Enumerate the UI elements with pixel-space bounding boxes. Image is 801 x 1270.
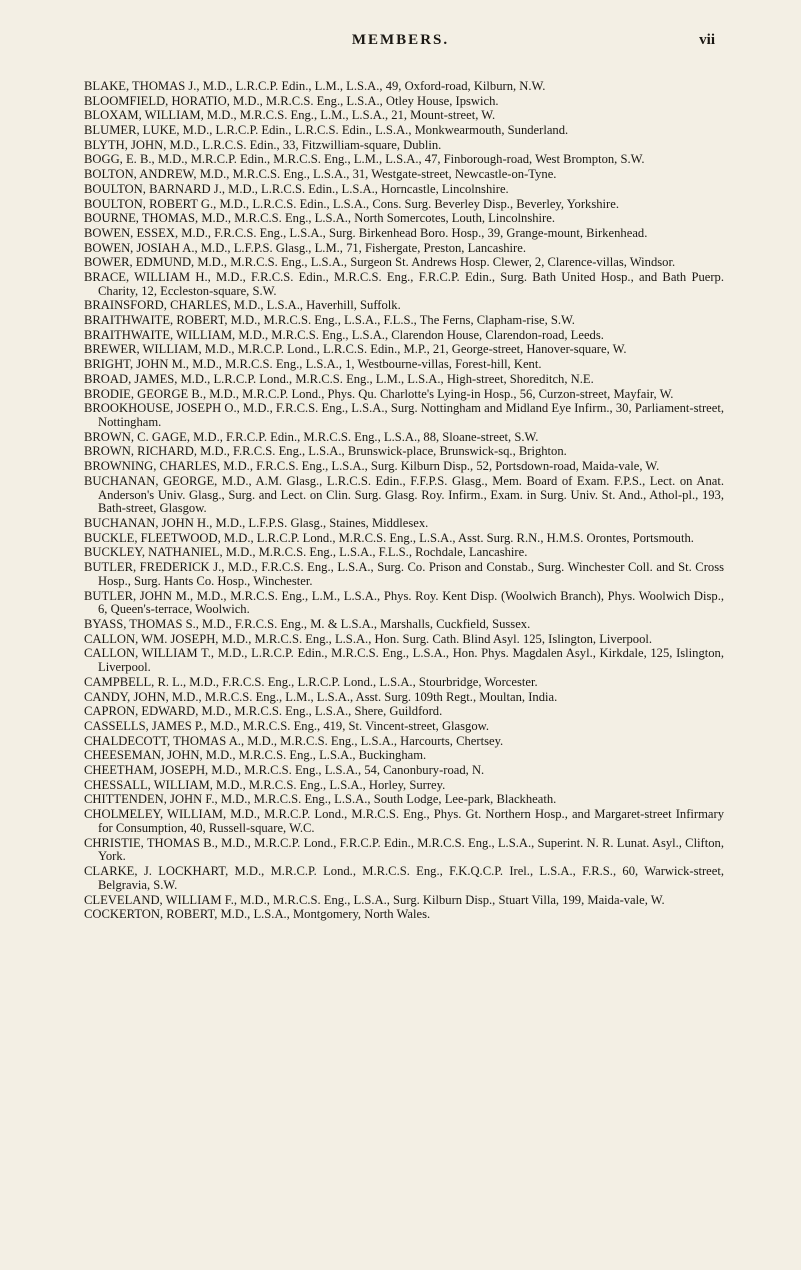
- member-entry: COCKERTON, ROBERT, M.D., L.S.A., Montgomery, North Wales.: [84, 907, 431, 922]
- member-entry: CHRISTIE, THOMAS B., M.D., M.R.C.P. Lond., F.R.C.P. Edin., M.R.C.S. Eng., L.S.A., Superint. N. R. Lunat. Asyl., Clifton, York.: [84, 835, 724, 864]
- member-entry: CHITTENDEN, JOHN F., M.D., M.R.C.S. Eng., L.S.A., South Lodge, Lee-park, Blackheath.: [84, 792, 557, 807]
- member-entry: BLOXAM, WILLIAM, M.D., M.R.C.S. Eng., L.M., L.S.A., 21, Mount-street, W.: [84, 108, 496, 123]
- member-entry: CAPRON, EDWARD, M.D., M.R.C.S. Eng., L.S.A., Shere, Guildford.: [84, 704, 443, 719]
- member-entry: BRIGHT, JOHN M., M.D., M.R.C.S. Eng., L.S.A., 1, Westbourne-villas, Forest-hill, Kent.: [84, 357, 542, 372]
- member-entry: CANDY, JOHN, M.D., M.R.C.S. Eng., L.M., L.S.A., Asst. Surg. 109th Regt., Moultan, India.: [84, 689, 558, 704]
- member-entry: CHOLMELEY, WILLIAM, M.D., M.R.C.P. Lond., M.R.C.S. Eng., Phys. Gt. Northern Hosp., and Margaret-street Infirmary for Consumption, 40, Russell-square, W.C.: [84, 807, 724, 835]
- member-entry: BROWN, C. GAGE, M.D., F.R.C.P. Edin., M.R.C.S. Eng., L.S.A., 88, Sloane-street, S.W.: [84, 429, 539, 444]
- running-title: MEMBERS.: [351, 32, 450, 48]
- member-entry: BRAITHWAITE, ROBERT, M.D., M.R.C.S. Eng., L.S.A., F.L.S., The Ferns, Clapham-rise, S.W.: [84, 313, 575, 328]
- member-entry: CAMPBELL, R. L., M.D., F.R.C.S. Eng., L.R.C.P. Lond., L.S.A., Stourbridge, Worcester.: [84, 674, 538, 689]
- member-entry: BOURNE, THOMAS, M.D., M.R.C.S. Eng., L.S.A., North Somercotes, Louth, Lincolnshire.: [84, 211, 555, 226]
- member-entry: BUCHANAN, GEORGE, M.D., A.M. Glasg., L.R.C.S. Edin., F.F.P.S. Glasg., Mem. Board of Exam. F.P.S., Lect. on Anat. Anderson's Univ. Glasg., Surg. and Lect. on Clin. Surg. Glasg. Roy. Infirm., Exam. in Surg. Univ. St. And., Athol-pl., 193, Bath-street, Glasgow.: [84, 473, 724, 516]
- member-entry: BRAINSFORD, CHARLES, M.D., L.S.A., Haverhill, Suffolk.: [84, 298, 401, 313]
- member-entry: BOLTON, ANDREW, M.D., M.R.C.S. Eng., L.S.A., 31, Westgate-street, Newcastle-on-Tyne.: [84, 167, 557, 182]
- member-entry: BOULTON, BARNARD J., M.D., L.R.C.S. Edin., L.S.A., Horncastle, Lincolnshire.: [84, 181, 509, 196]
- member-entry: CLARKE, J. LOCKHART, M.D., M.R.C.P. Lond., M.R.C.S. Eng., F.K.Q.C.P. Irel., L.S.A., F.R.S., 60, Warwick-street, Belgravia, S.W.: [84, 864, 724, 892]
- member-entry: BROAD, JAMES, M.D., L.R.C.P. Lond., M.R.C.S. Eng., L.M., L.S.A., High-street, Shoreditch, N.E.: [84, 371, 594, 386]
- member-entry: BLAKE, THOMAS J., M.D., L.R.C.P. Edin., L.M., L.S.A., 49, Oxford-road, Kilburn, N.W.: [84, 79, 546, 93]
- member-entry: BOWEN, JOSIAH A., M.D., L.F.P.S. Glasg., L.M., 71, Fishergate, Preston, Lancashire.: [84, 240, 526, 255]
- member-entry: BOGG, E. B., M.D., M.R.C.P. Edin., M.R.C.S. Eng., L.M., L.S.A., 47, Finborough-road, West Brompton, S.W.: [84, 152, 645, 167]
- member-entry: CHEESEMAN, JOHN, M.D., M.R.C.S. Eng., L.S.A., Buckingham.: [84, 748, 427, 763]
- page-number: vii: [699, 32, 715, 48]
- member-entry: BUCKLEY, NATHANIEL, M.D., M.R.C.S. Eng., L.S.A., F.L.S., Rochdale, Lancashire.: [84, 545, 528, 560]
- member-entry: BROOKHOUSE, JOSEPH O., M.D., F.R.C.S. Eng., L.S.A., Surg. Nottingham and Midland Eye Infirm., 30, Parliament-street, Nottingham.: [84, 401, 724, 430]
- member-entry: BRAITHWAITE, WILLIAM, M.D., M.R.C.S. Eng., L.S.A., Clarendon House, Clarendon-road, Leeds.: [84, 327, 604, 342]
- member-entry: BLUMER, LUKE, M.D., L.R.C.P. Edin., L.R.C.S. Edin., L.S.A., Monkwearmouth, Sunderland.: [84, 123, 569, 138]
- member-entry: CHEETHAM, JOSEPH, M.D., M.R.C.S. Eng., L.S.A., 54, Canonbury-road, N.: [84, 763, 485, 778]
- member-entry: BYASS, THOMAS S., M.D., F.R.C.S. Eng., M. & L.S.A., Marshalls, Cuckfield, Sussex.: [84, 617, 531, 632]
- member-entry: CHALDECOTT, THOMAS A., M.D., M.R.C.S. Eng., L.S.A., Harcourts, Chertsey.: [84, 733, 504, 748]
- member-entry: BROWN, RICHARD, M.D., F.R.C.S. Eng., L.S.A., Brunswick-place, Brunswick-sq., Brighton.: [84, 444, 567, 459]
- member-entry: BROWNING, CHARLES, M.D., F.R.C.S. Eng., L.S.A., Surg. Kilburn Disp., 52, Portsdown-road, Maida-vale, W.: [84, 459, 660, 474]
- member-entry: BLOOMFIELD, HORATIO, M.D., M.R.C.S. Eng., L.S.A., Otley House, Ipswich.: [84, 93, 499, 108]
- member-entry: BRODIE, GEORGE B., M.D., M.R.C.P. Lond., Phys. Qu. Charlotte's Lying-in Hosp., 56, Curzon-street, Mayfair, W.: [84, 386, 674, 401]
- member-entry: BLYTH, JOHN, M.D., L.R.C.S. Edin., 33, Fitzwilliam-square, Dublin.: [84, 137, 442, 152]
- member-entry: BREWER, WILLIAM, M.D., M.R.C.P. Lond., L.R.C.S. Edin., M.P., 21, George-street, Hanover-square, W.: [84, 342, 627, 357]
- member-entry: CALLON, WM. JOSEPH, M.D., M.R.C.S. Eng., L.S.A., Hon. Surg. Cath. Blind Asyl. 125, Islington, Liverpool.: [84, 631, 653, 646]
- member-entry: BOWEN, ESSEX, M.D., F.R.C.S. Eng., L.S.A., Surg. Birkenhead Boro. Hosp., 39, Grange-mount, Birkenhead.: [84, 225, 648, 240]
- member-entry: BOULTON, ROBERT G., M.D., L.R.C.S. Edin., L.S.A., Cons. Surg. Beverley Disp., Beverley, Yorkshire.: [84, 196, 619, 211]
- member-entry: CHESSALL, WILLIAM, M.D., M.R.C.S. Eng., L.S.A., Horley, Surrey.: [84, 777, 446, 792]
- member-entry: BOWER, EDMUND, M.D., M.R.C.S. Eng., L.S.A., Surgeon St. Andrews Hosp. Clewer, 2, Clarence-villas, Windsor.: [84, 255, 676, 270]
- member-entry: CASSELLS, JAMES P., M.D., M.R.C.S. Eng., 419, St. Vincent-street, Glasgow.: [84, 719, 490, 734]
- member-entry: BUTLER, JOHN M., M.D., M.R.C.S. Eng., L.M., L.S.A., Phys. Roy. Kent Disp. (Woolwich Branch), Phys. Woolwich Disp., 6, Queen's-terrace, Woolwich.: [84, 588, 724, 617]
- member-list: [84, 80, 724, 923]
- page-header: [0, 32, 801, 52]
- member-entry: BUCKLE, FLEETWOOD, M.D., L.R.C.P. Lond., M.R.C.S. Eng., L.S.A., Asst. Surg. R.N., H.M.S. Orontes, Portsmouth.: [84, 530, 694, 545]
- member-entry: BUTLER, FREDERICK J., M.D., F.R.C.S. Eng., L.S.A., Surg. Co. Prison and Constab., Surg. Winchester Coll. and St. Cross Hosp., Surg. Hants Co. Hosp., Winchester.: [84, 560, 724, 588]
- member-entry: BRACE, WILLIAM H., M.D., F.R.C.S. Edin., M.R.C.S. Eng., F.R.C.P. Edin., Surg. Bath United Hosp., and Bath Puerp. Charity, 12, Eccleston-square, S.W.: [84, 269, 724, 298]
- member-entry: CALLON, WILLIAM T., M.D., L.R.C.P. Edin., M.R.C.S. Eng., L.S.A., Hon. Phys. Magdalen Asyl., Kirkdale, 125, Islington, Liverpool.: [84, 646, 724, 675]
- member-entry: CLEVELAND, WILLIAM F., M.D., M.R.C.S. Eng., L.S.A., Surg. Kilburn Disp., Stuart Villa, 199, Maida-vale, W.: [84, 892, 665, 907]
- member-entry: BUCHANAN, JOHN H., M.D., L.F.P.S. Glasg., Staines, Middlesex.: [84, 516, 429, 531]
